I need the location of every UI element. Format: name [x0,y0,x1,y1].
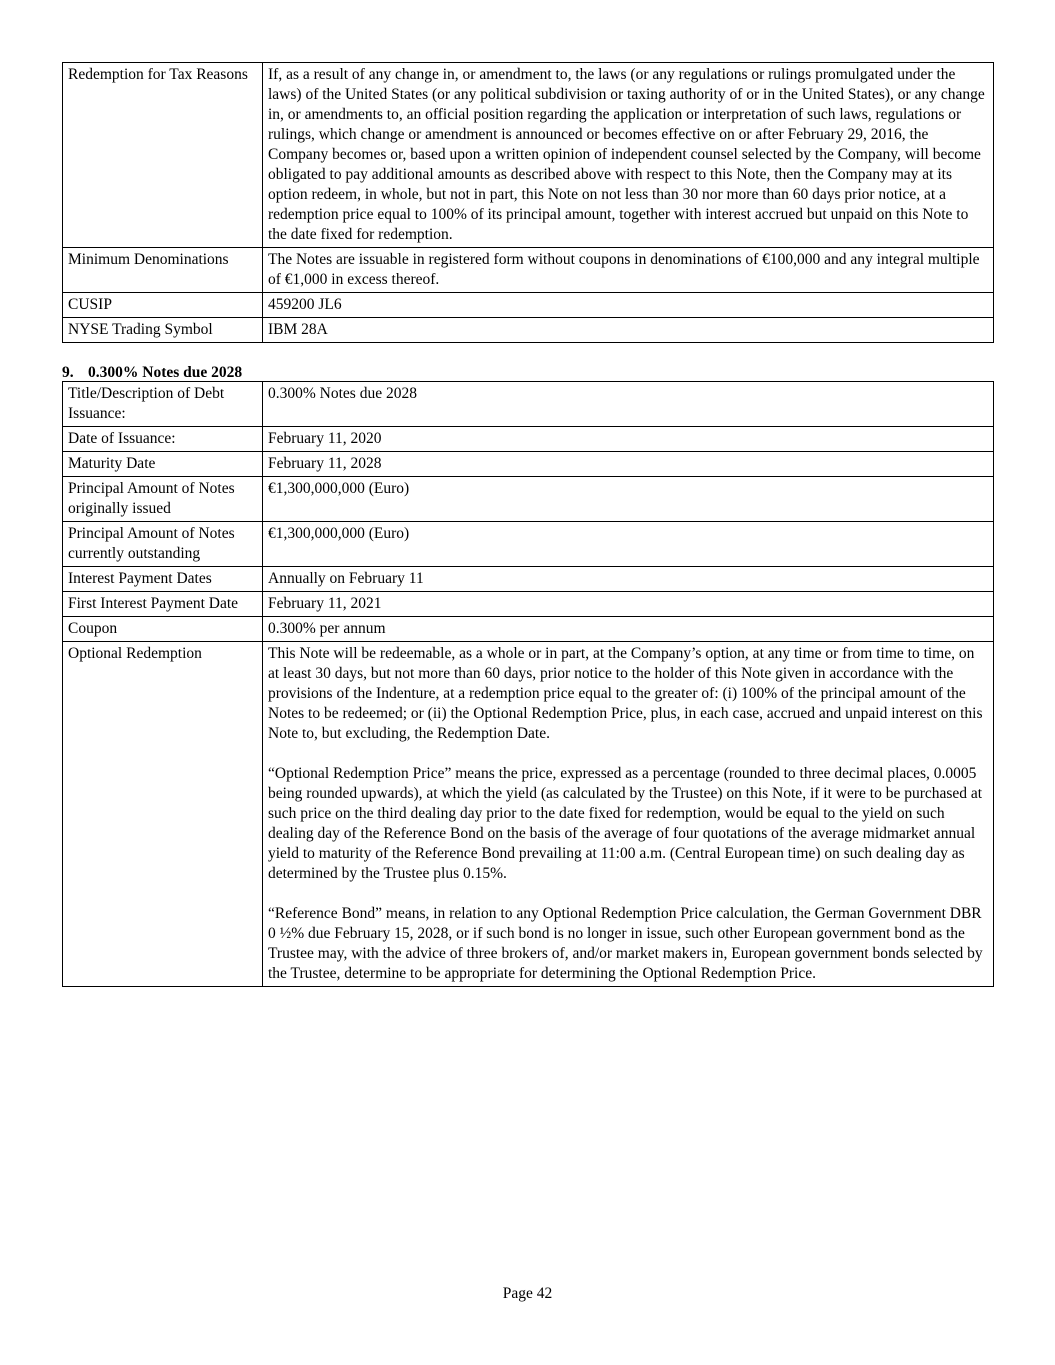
row-label: Redemption for Tax Reasons [63,63,263,248]
row-label: Interest Payment Dates [63,567,263,592]
table-row [63,318,994,343]
table-row [63,567,994,592]
row-value: February 11, 2021 [263,592,994,617]
notes-terms-table-continued [62,62,994,343]
row-label: Maturity Date [63,452,263,477]
table-row [63,382,994,427]
paragraph: “Optional Redemption Price” means the price, expressed as a percentage (rounded to three decimal places, 0.0005 being rounded upwards), at which the yield (as calculated by the Trustee) on this Note, if it were to be purchased at such price on the third dealing day prior to the date fixed for redemption, would be equal to the yield on such dealing day of the Reference Bond on the basis of the average of four quotations of the average midmarket annual yield to maturity of the Reference Bond prevailing at 11:00 a.m. (Central European time) on such dealing day as determined by the Trustee plus 0.15%. [268,765,983,882]
row-value: €1,300,000,000 (Euro) [263,522,994,567]
row-value: If, as a result of any change in, or amendment to, the laws (or any regulations or rulings promulgated under the laws) of the United States (or any political subdivision or taxing authority of or in the United States), or any change in, or amendments to, an official position regarding the application or interpretation of such laws, regulations or rulings, which change or amendment is announced or becomes effective on or after February 29, 2016, the Company becomes or, based upon a written opinion of independent counsel selected by the Company, will become obligated to pay additional amounts as described above with respect to this Note, then the Company may at its option redeem, in whole, but not in part, this Note on not less than 30 nor more than 60 days prior notice, at a redemption price equal to 100% of its principal amount, together with interest accrued but unpaid on this Note to the date fixed for redemption. [263,63,994,248]
table-row [63,63,994,248]
row-label: Title/Description of Debt Issuance: [63,382,263,427]
row-label: Principal Amount of Notes originally issued [63,477,263,522]
row-label: Coupon [63,617,263,642]
row-value: February 11, 2028 [263,452,994,477]
table-row [63,592,994,617]
section-number: 9. [62,364,74,381]
table-row [63,248,994,293]
notes-terms-table-2028 [62,381,994,987]
row-value: 0.300% Notes due 2028 [263,382,994,427]
row-value: €1,300,000,000 (Euro) [263,477,994,522]
row-value: 0.300% per annum [263,617,994,642]
row-value: February 11, 2020 [263,427,994,452]
table-row [63,522,994,567]
row-label: Minimum Denominations [63,248,263,293]
page-number: Page 42 [502,1285,553,1302]
table-row [63,427,994,452]
table-row [63,293,994,318]
row-value: 459200 JL6 [263,293,994,318]
row-label: Principal Amount of Notes currently outstanding [63,522,263,567]
table-row [63,452,994,477]
row-value: The Notes are issuable in registered form without coupons in denominations of €100,000 and any integral multiple of €1,000 in excess thereof. [263,248,994,293]
table-row [63,477,994,522]
section-title: 0.300% Notes due 2028 [88,364,243,381]
row-label: First Interest Payment Date [63,592,263,617]
table-row [63,617,994,642]
table-row [63,642,994,987]
row-label: CUSIP [63,293,263,318]
document-page [62,62,993,987]
row-label: Date of Issuance: [63,427,263,452]
row-label: NYSE Trading Symbol [63,318,263,343]
row-value: Annually on February 11 [263,567,994,592]
row-value: IBM 28A [263,318,994,343]
row-value [263,642,994,987]
row-label: Optional Redemption [63,642,263,987]
section-heading [62,364,993,381]
paragraph: This Note will be redeemable, as a whole or in part, at the Company’s option, at any time or from time to time, on at least 30 days, but not more than 60 days, prior notice to the holder of this Note given in accordance with the provisions of the Indenture, at a redemption price equal to the greater of: (i) 100% of the principal amount of the Notes to be redeemed; or (ii) the Optional Redemption Price, plus, in each case, accrued and unpaid interest on this Note to, but excluding, the Redemption Date. [268,645,983,742]
paragraph: “Reference Bond” means, in relation to any Optional Redemption Price calculation, the German Government DBR 0 ½% due February 15, 2028, or if such bond is no longer in issue, such other European government bond as the Trustee may, with the advice of three brokers of, and/or market makers in, European government bonds selected by the Trustee, determine to be appropriate for determining the Optional Redemption Price. [268,905,983,982]
